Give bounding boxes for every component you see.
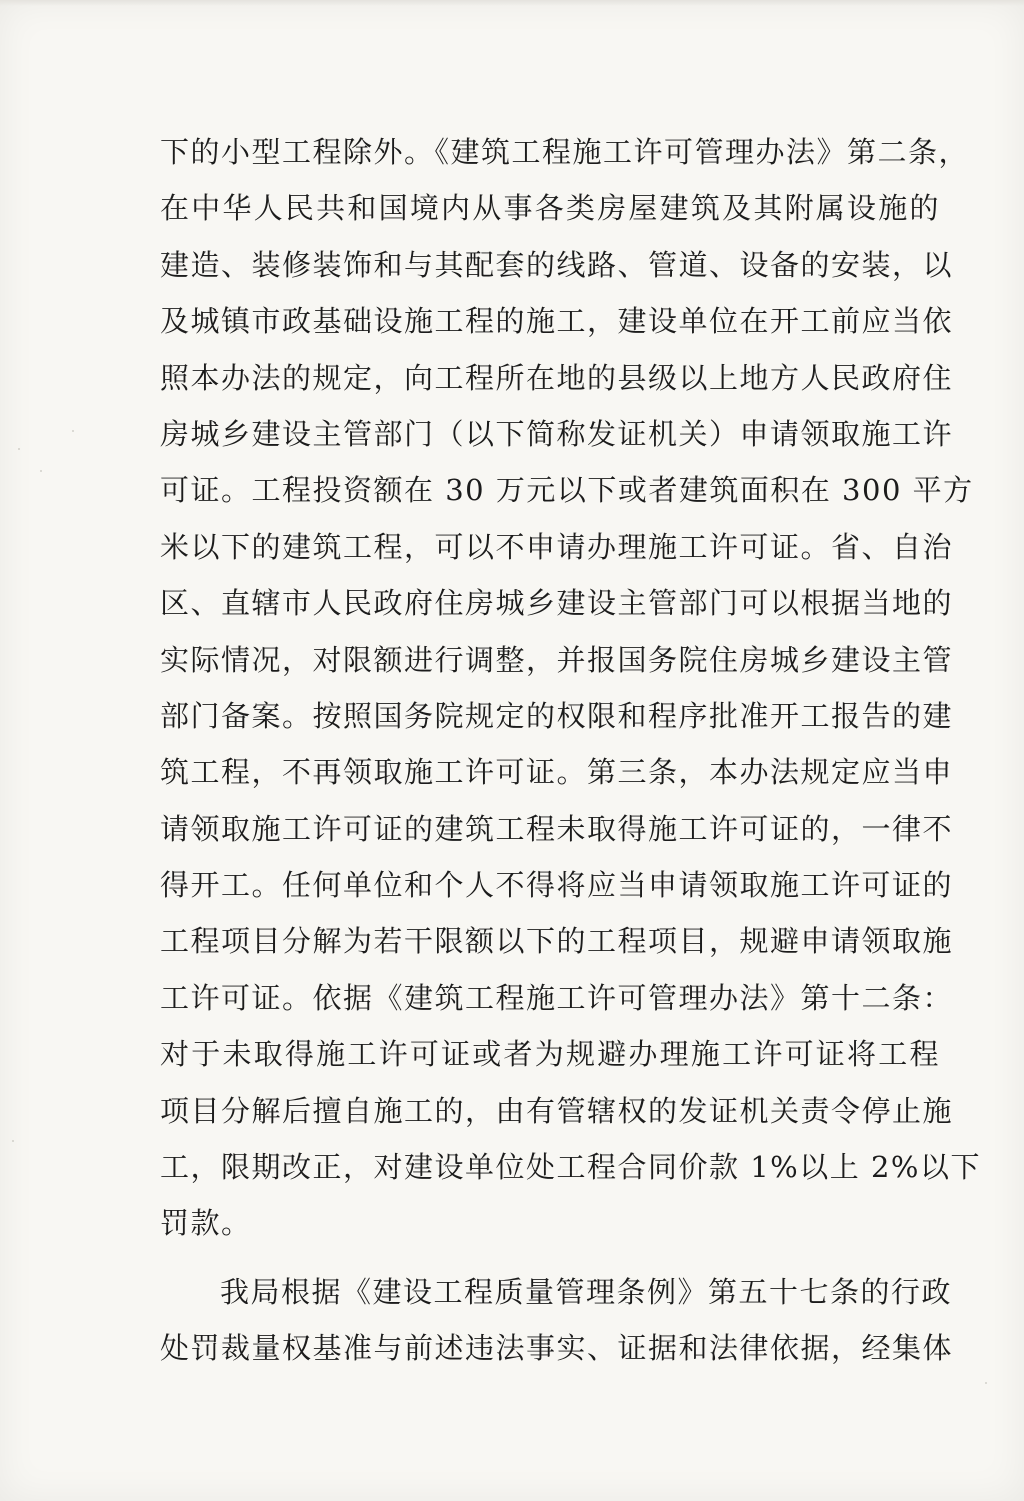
text-line: 建造、装修装饰和与其配套的线路、管道、设备的安装，以 <box>160 247 954 282</box>
paragraph-1 <box>160 124 981 1252</box>
text-line: 工，限期改正，对建设单位处工程合同价款 1%以上 2%以下 <box>160 1150 981 1185</box>
text-line: 区、直辖市人民政府住房城乡建设主管部门可以根据当地的 <box>160 586 954 621</box>
text-line: 及城镇市政基础设施工程的施工，建设单位在开工前应当依 <box>160 304 954 339</box>
text-line: 米以下的建筑工程，可以不申请办理施工许可证。省、自治 <box>160 529 954 564</box>
text-line: 工程项目分解为若干限额以下的工程项目，规避申请领取施 <box>160 924 954 959</box>
paragraph-2 <box>160 1264 954 1377</box>
document-body <box>160 124 981 1377</box>
scan-speck <box>12 1140 14 1142</box>
scan-speck <box>18 448 20 450</box>
text-line: 工许可证。依据《建筑工程施工许可管理办法》第十二条： <box>160 980 954 1015</box>
text-line: 项目分解后擅自施工的，由有管辖权的发证机关责令停止施 <box>160 1093 954 1128</box>
scan-speck <box>40 470 42 472</box>
text-line: 处罚裁量权基准与前述违法事实、证据和法律依据，经集体 <box>160 1331 954 1366</box>
text-line: 可证。工程投资额在 30 万元以下或者建筑面积在 300 平方 <box>160 473 974 508</box>
scan-speck <box>72 430 74 432</box>
paragraph-gap <box>160 1252 940 1264</box>
scan-speck <box>985 1382 987 1384</box>
page-edge-shadow <box>0 0 1024 6</box>
text-line: 在中华人民共和国境内从事各类房屋建筑及其附属设施的 <box>160 191 940 226</box>
text-line: 照本办法的规定，向工程所在地的县级以上地方人民政府住 <box>160 360 954 395</box>
text-line: 罚款。 <box>160 1206 252 1241</box>
text-line: 房城乡建设主管部门（以下简称发证机关）申请领取施工许 <box>160 416 954 451</box>
text-line: 对于未取得施工许可证或者为规避办理施工许可证将工程 <box>160 1037 940 1072</box>
text-line: 我局根据《建设工程质量管理条例》第五十七条的行政 <box>220 1274 953 1309</box>
text-line: 下的小型工程除外。《建筑工程施工许可管理办法》第二条， <box>160 135 970 169</box>
text-line: 得开工。任何单位和个人不得将应当申请领取施工许可证的 <box>160 868 954 903</box>
text-line: 请领取施工许可证的建筑工程未取得施工许可证的，一律不 <box>160 811 954 846</box>
text-line: 实际情况，对限额进行调整，并报国务院住房城乡建设主管 <box>160 642 954 677</box>
text-line: 筑工程，不再领取施工许可证。第三条，本办法规定应当申 <box>160 755 954 790</box>
text-line: 部门备案。按照国务院规定的权限和程序批准开工报告的建 <box>160 698 954 733</box>
